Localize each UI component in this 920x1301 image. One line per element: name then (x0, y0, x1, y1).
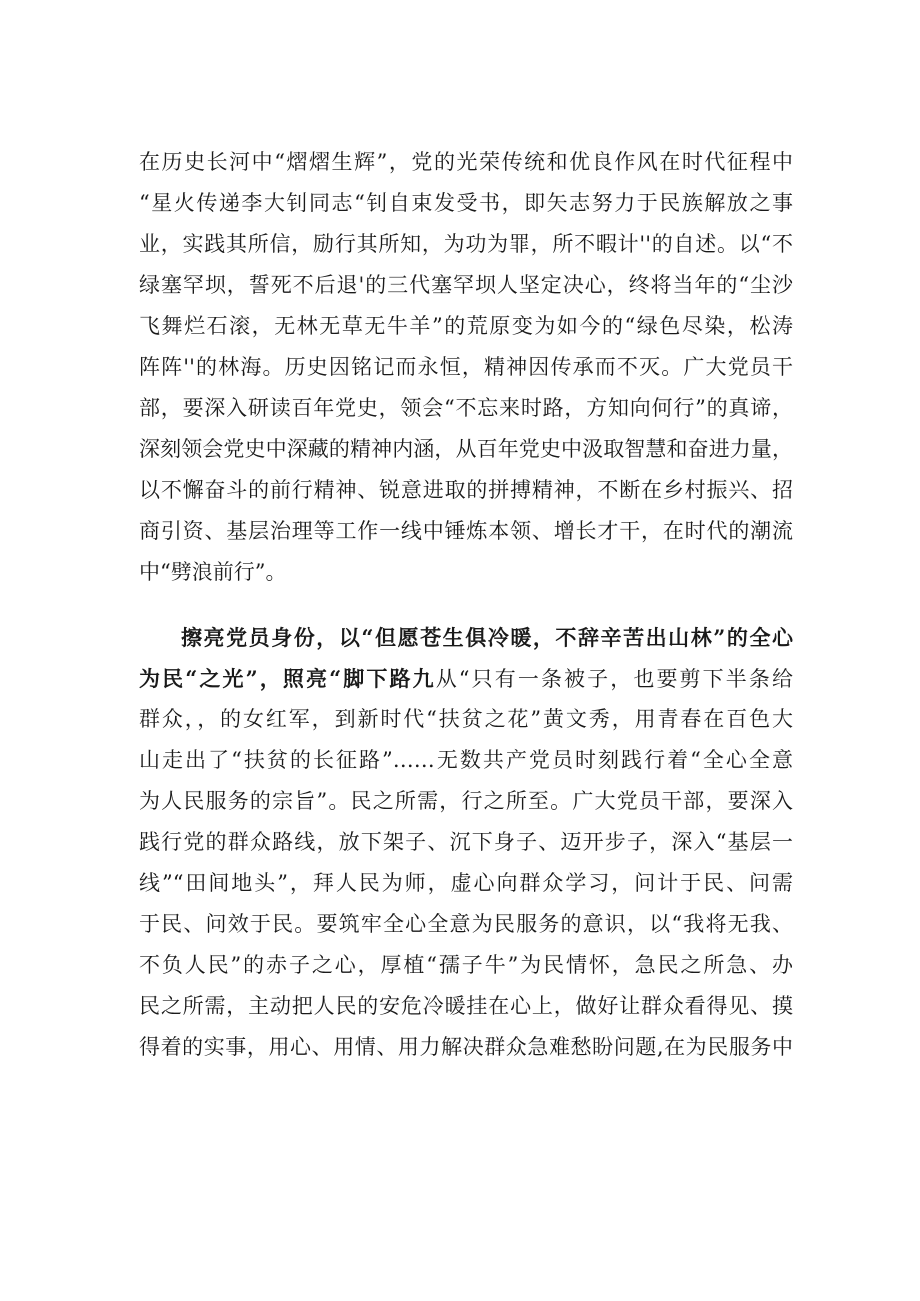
text-line: 得着的实事，用心、用情、用力解决群众急难愁盼问题,在为民服务中 (139, 1035, 793, 1059)
mixed-line (139, 658, 793, 699)
text-line: 群众，，的女红军，到新时代“扶贫之花”黄文秀，用青春在百色大 (139, 707, 793, 731)
text-line: 飞舞烂石滚，无林无草无牛羊”的荒原变为如今的“绿色尽染，松涛 (139, 314, 793, 338)
text-line: 不负人民”的赤子之心，厚植“孺子牛”为民情怀，急民之所急、办 (139, 953, 793, 977)
text-line: 部，要深入研读百年党史，领会“不忘来时路，方知向何行”的真谛， (139, 396, 793, 420)
bold-heading-line: 擦亮党员身份，以“但愿苍生俱冷暖，不辞辛苦出山林”的全心 (181, 625, 793, 650)
text-line: 线”“田间地头”，拜人民为师，虚心向群众学习，问计于民、问需 (139, 871, 793, 895)
text-line: 在历史长河中“熠熠生辉”，党的光荣传统和优良作风在时代征程中 (139, 150, 793, 174)
bold-heading-fragment: 为民“之光”，照亮“脚下路九 (139, 666, 436, 691)
text-fragment: 从“只有一条被子，也要剪下半条给 (435, 667, 793, 691)
text-line: 中“劈浪前行”。 (139, 560, 287, 584)
text-line: 以不懈奋斗的前行精神、锐意进取的拼搏精神，不断在乡村振兴、招 (139, 478, 793, 502)
text-line: 商引资、基层治理等工作一线中锤炼本领、增长才干，在时代的潮流 (139, 519, 793, 543)
paragraph-history (139, 142, 793, 593)
text-line: 践行党的群众路线，放下架子、沉下身子、迈开步子，深入“基层一 (139, 830, 793, 854)
text-line: 山走出了“扶贫的长征路”……无数共产党员时刻践行着“全心全意 (139, 748, 793, 772)
text-line: 为人民服务的宗旨”。民之所需，行之所至。广大党员干部，要深入 (139, 789, 793, 813)
text-line: 民之所需，主动把人民的安危冷暖挂在心上，做好让群众看得见、摸 (139, 994, 793, 1018)
text-line: 深刻领会党史中深藏的精神内涵，从百年党史中汲取智慧和奋进力量， (139, 437, 793, 461)
text-line: 绿塞罕坝，誓死不后退'的三代塞罕坝人坚定决心，终将当年的“尘沙 (139, 273, 793, 297)
text-line: 于民、问效于民。要筑牢全心全意为民服务的意识，以“我将无我、 (139, 912, 793, 936)
text-line: “星火传递李大钊同志“钊自束发受书，即矢志努力于民族解放之事 (139, 191, 793, 215)
text-line: 阵阵''的林海。历史因铭记而永恒，精神因传承而不灭。广大党员干 (139, 355, 793, 379)
text-line: 业，实践其所信，励行其所知，为功为罪，所不暇计''的自述。以“不 (139, 232, 793, 256)
paragraph-party-identity (139, 617, 793, 1068)
